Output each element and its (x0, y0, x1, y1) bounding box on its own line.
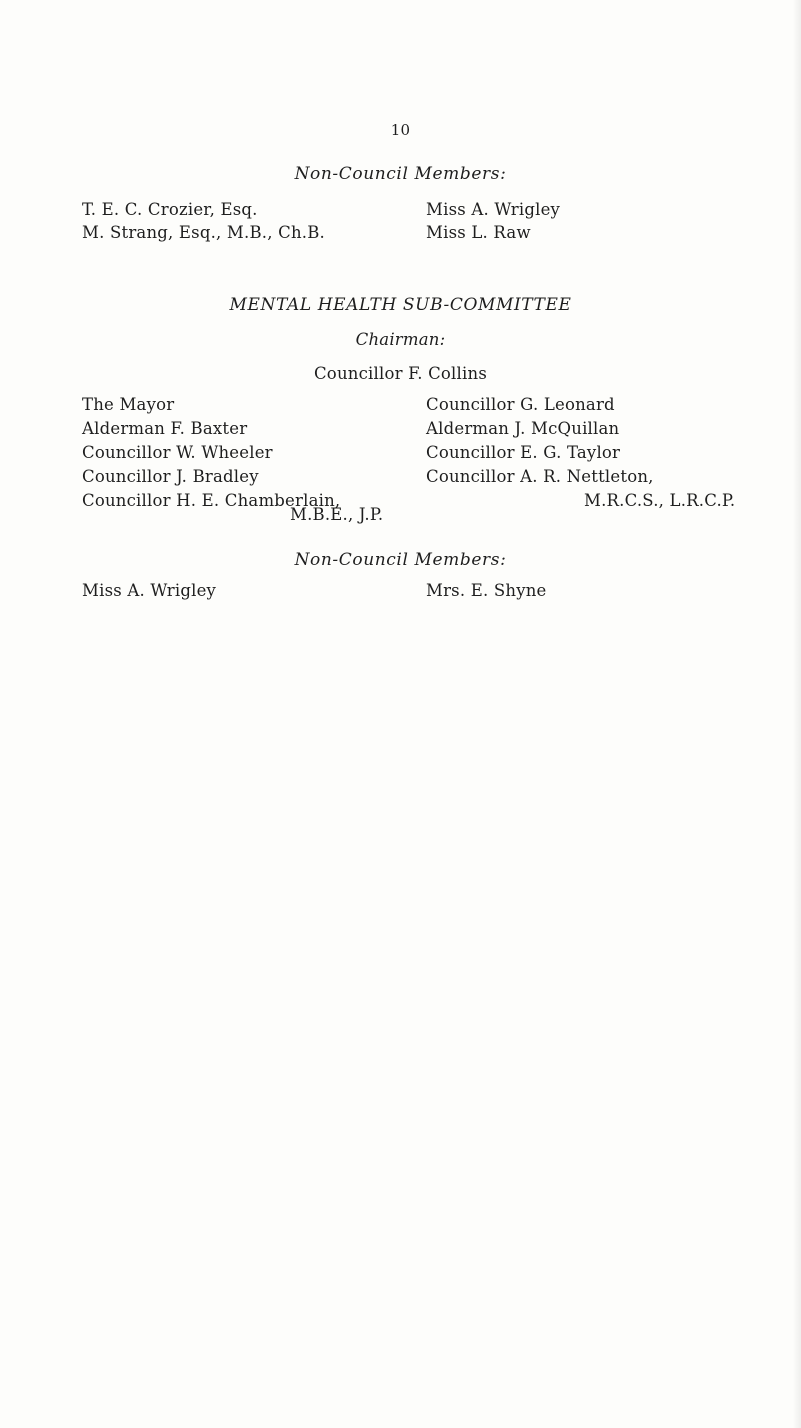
sub-member-right-4-continuation: M.R.C.S., L.R.C.P. (584, 491, 736, 510)
sub-non-council-left: Miss A. Wrigley (82, 581, 217, 600)
page-edge-shadow (793, 0, 801, 1428)
chairman-label: Chairman: (355, 330, 446, 349)
sub-member-right-4: Councillor A. R. Nettleton, (426, 467, 654, 486)
sub-member-left-4: Councillor J. Bradley (82, 467, 259, 486)
member-left-2: M. Strang, Esq., M.B., Ch.B. (82, 223, 325, 242)
non-council-members-heading: Non-Council Members: (294, 164, 507, 184)
sub-member-right-1: Councillor G. Leonard (426, 395, 615, 414)
page-number: 10 (390, 121, 411, 139)
sub-member-left-2: Alderman F. Baxter (82, 419, 248, 438)
member-right-1: Miss A. Wrigley (426, 200, 561, 219)
member-right-2: Miss L. Raw (426, 223, 531, 242)
sub-member-left-5-continuation: M.B.E., J.P. (290, 505, 384, 524)
sub-member-right-2: Alderman J. McQuillan (426, 419, 620, 438)
sub-member-left-5: Councillor H. E. Chamberlain, (82, 491, 341, 510)
chairman-name: Councillor F. Collins (313, 364, 487, 383)
sub-member-right-3: Councillor E. G. Taylor (426, 443, 621, 462)
sub-member-left-3: Councillor W. Wheeler (82, 443, 273, 462)
subcommittee-title: MENTAL HEALTH SUB-COMMITTEE (229, 295, 572, 315)
sub-non-council-heading: Non-Council Members: (294, 550, 507, 570)
sub-member-left-1: The Mayor (82, 395, 175, 414)
member-left-1: T. E. C. Crozier, Esq. (82, 200, 258, 219)
sub-non-council-right: Mrs. E. Shyne (426, 581, 547, 600)
